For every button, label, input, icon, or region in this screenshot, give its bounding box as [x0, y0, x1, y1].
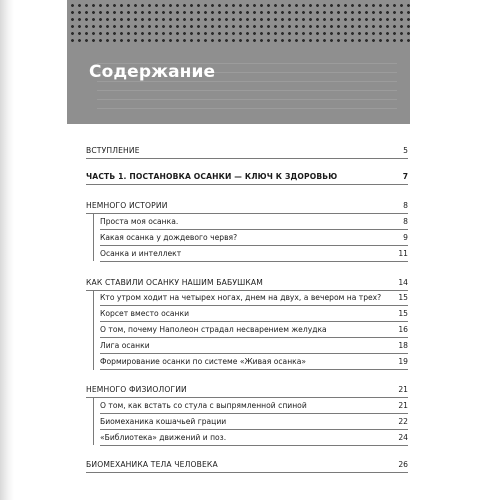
halftone-dot-pattern	[67, 0, 410, 44]
toc-entry-title: Формирование осанки по системе «Живая осанка»	[100, 357, 307, 366]
toc-entry-title: О том, почему Наполеон страдал несварением желудка	[100, 325, 327, 334]
toc-entry	[86, 146, 408, 162]
contents-header-band	[67, 0, 410, 124]
toc-entry	[100, 217, 408, 233]
toc-entry-page: 16	[398, 325, 408, 334]
toc-entry-page: 8	[403, 217, 408, 226]
toc-entry	[100, 325, 408, 341]
toc-entry	[86, 278, 408, 294]
toc-entry-page: 15	[398, 293, 408, 302]
toc-entry-page: 5	[403, 146, 408, 155]
toc-entry-page: 22	[398, 417, 408, 426]
toc-entry	[86, 201, 408, 217]
toc-entry	[100, 233, 408, 249]
page-edge-shadow	[0, 0, 14, 500]
section-bracket-rule	[93, 213, 94, 261]
toc-entry-page: 14	[398, 278, 408, 287]
toc-entry-title: БИОМЕХАНИКА ТЕЛА ЧЕЛОВЕКА	[86, 460, 218, 469]
toc-entry-page: 21	[398, 385, 408, 394]
toc-entry-page: 26	[398, 460, 408, 469]
toc-entry-title: Корсет вместо осанки	[100, 309, 190, 318]
toc-entry-title: Проста моя осанка.	[100, 217, 179, 226]
toc-entry	[100, 341, 408, 357]
contents-title: Содержание	[89, 62, 216, 82]
toc-entry-page: 9	[403, 233, 408, 242]
toc-entry-title: ЧАСТЬ 1. ПОСТАНОВКА ОСАНКИ — КЛЮЧ К ЗДОРОВЬЮ	[86, 172, 338, 181]
toc-entry-title: НЕМНОГО ИСТОРИИ	[86, 201, 168, 210]
toc-entry-page: 7	[402, 172, 408, 181]
toc-entry-page: 21	[398, 401, 408, 410]
toc-entry	[100, 417, 408, 433]
toc-entry-page: 19	[398, 357, 408, 366]
toc-entry	[86, 385, 408, 401]
toc-entry-title: Кто утром ходит на четырех ногах, днем на двух, а вечером на трех?	[100, 293, 382, 302]
toc-entry-page: 8	[403, 201, 408, 210]
toc-entry-title: О том, как встать со стула с выпрямленной спиной	[100, 401, 307, 410]
toc-entry-page: 11	[398, 249, 408, 258]
toc-entry	[86, 460, 408, 476]
toc-entry-page: 18	[398, 341, 408, 350]
toc-entry-title: Лига осанки	[100, 341, 150, 350]
section-bracket-rule	[93, 290, 94, 370]
toc-entry-page: 24	[398, 433, 408, 442]
toc-entry	[100, 249, 408, 265]
toc-entry-title: Биомеханика кошачьей грации	[100, 417, 227, 426]
toc-entry-title: Какая осанка у дождевого червя?	[100, 233, 238, 242]
toc-entry	[100, 309, 408, 325]
toc-entry-page: 15	[398, 309, 408, 318]
toc-entry-title: ВСТУПЛЕНИЕ	[86, 146, 140, 155]
toc-entry	[100, 433, 408, 449]
toc-entry	[86, 172, 408, 188]
toc-entry-title: НЕМНОГО ФИЗИОЛОГИИ	[86, 385, 187, 394]
toc-entry-title: Осанка и интеллект	[100, 249, 182, 258]
toc-entry	[100, 357, 408, 373]
toc-entry	[100, 401, 408, 417]
toc-entry	[100, 293, 408, 309]
section-bracket-rule	[93, 397, 94, 445]
toc-entry-title: «Библиотека» движений и поз.	[100, 433, 227, 442]
toc-entry-title: КАК СТАВИЛИ ОСАНКУ НАШИМ БАБУШКАМ	[86, 278, 263, 287]
